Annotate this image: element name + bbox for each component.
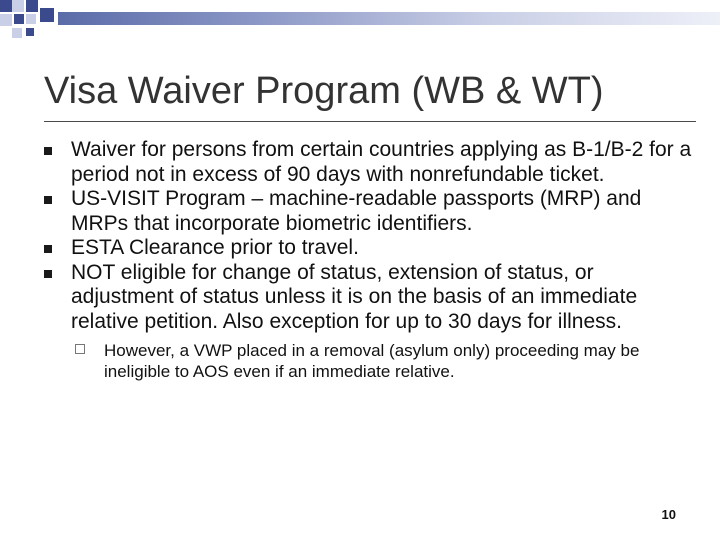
bullet-item [44, 187, 694, 236]
bullet-list [44, 138, 694, 382]
decor-square [26, 28, 34, 36]
corner-decoration [0, 0, 720, 40]
decor-square [0, 14, 12, 26]
bullet-item [44, 236, 694, 261]
decor-square [14, 14, 24, 24]
decor-square [26, 0, 38, 12]
decor-square [26, 14, 36, 24]
sub-bullet-text: However, a VWP placed in a removal (asylum only) proceeding may be ineligible to AOS even if an immediate relative. [104, 341, 640, 381]
filled-square-bullet-icon [44, 196, 52, 204]
bullet-item [44, 261, 694, 383]
bullet-text: US-VISIT Program – machine-readable passports (MRP) and MRPs that incorporate biometric identifiers. [71, 187, 642, 235]
header-gradient-bar [58, 12, 720, 25]
slide-title: Visa Waiver Program (WB & WT) [44, 70, 604, 112]
bullet-text: Waiver for persons from certain countries applying as B-1/B-2 for a period not in excess of 90 days with nonrefundable ticket. [71, 138, 692, 186]
hollow-square-bullet-icon [75, 344, 85, 354]
decor-square [12, 0, 24, 12]
title-divider [44, 121, 696, 122]
decor-square [12, 28, 22, 38]
page-number: 10 [661, 507, 676, 522]
sub-bullet-list [71, 340, 694, 382]
filled-square-bullet-icon [44, 270, 52, 278]
decor-square [0, 0, 12, 12]
filled-square-bullet-icon [44, 147, 52, 155]
bullet-text: NOT eligible for change of status, extension of status, or adjustment of status unless it is on the basis of an immediate relative petition. Also exception for up to 30 days for illness. [71, 260, 638, 333]
bullet-text: ESTA Clearance prior to travel. [71, 236, 359, 259]
sub-bullet-item [71, 340, 694, 382]
bullet-item [44, 138, 694, 187]
filled-square-bullet-icon [44, 245, 52, 253]
decor-square [40, 8, 54, 22]
